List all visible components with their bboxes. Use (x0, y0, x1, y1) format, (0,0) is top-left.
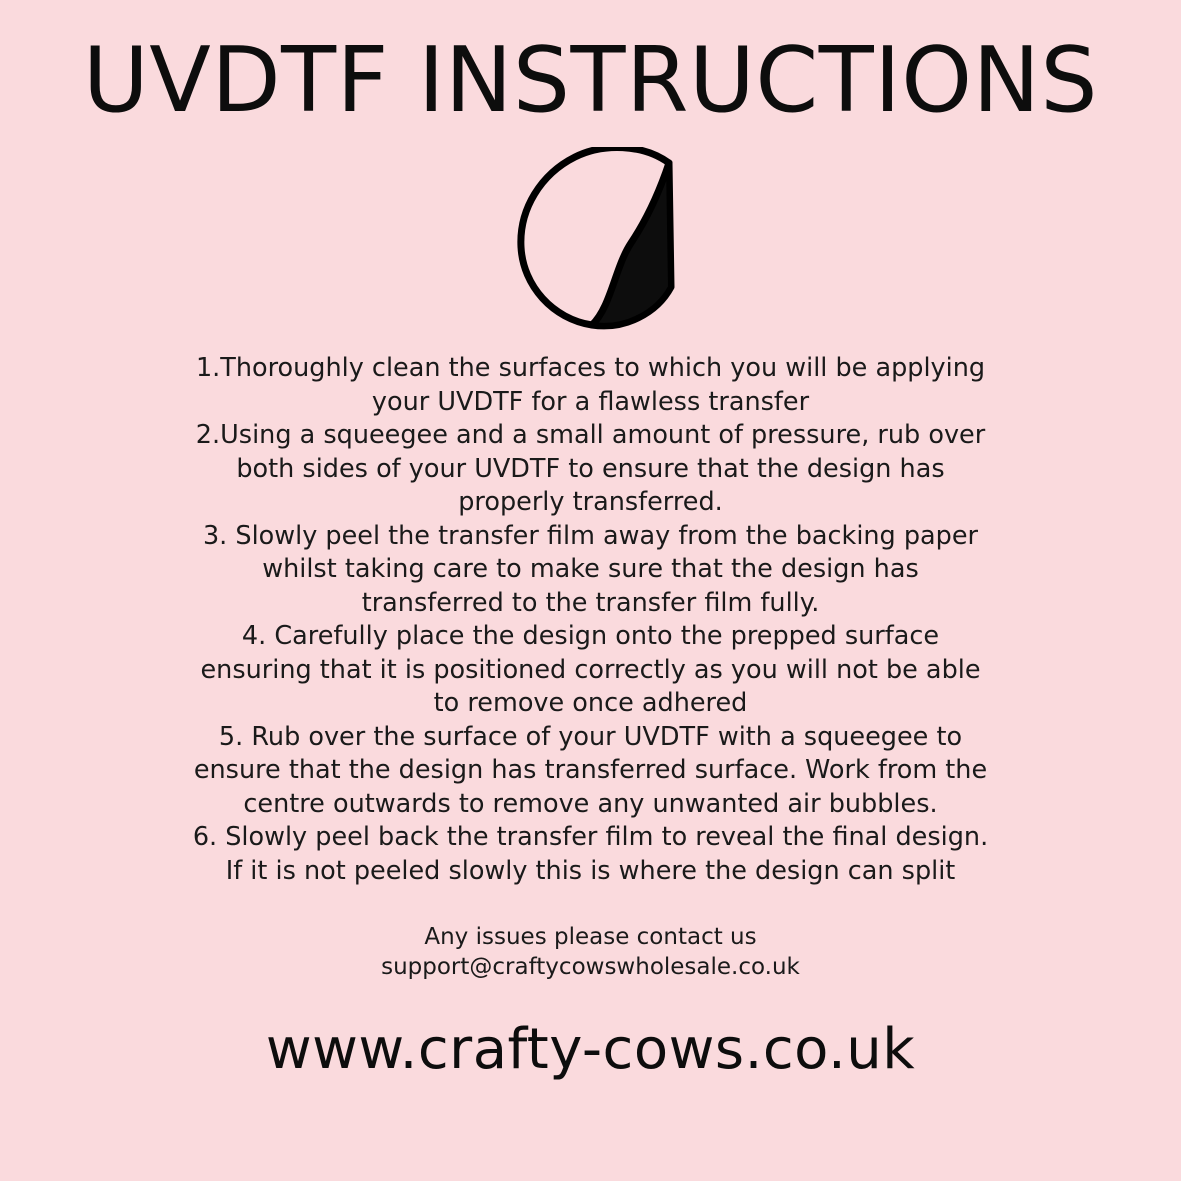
website-url: www.crafty-cows.co.uk (265, 1017, 916, 1082)
step-item: 2.Using a squeegee and a small amount of pressure, rub over both sides of your UVDTF to ensure that the design has properly transferred. (195, 420, 986, 517)
step-item: 3. Slowly peel the transfer film away from the backing paper whilst taking care to make sure that the design has transferred to the transfer film fully. (202, 520, 979, 618)
step-item: 6. Slowly peel back the transfer film to reveal the final design. If it is not peeled slowly this is where the design can split (192, 822, 989, 886)
steps-list (191, 352, 991, 888)
step-item: 1.Thoroughly clean the surfaces to which you will be applying your UVDTF for a flawless transfer (195, 353, 986, 417)
contact-email: support@craftycowswholesale.co.uk (381, 954, 800, 980)
step-item: 4. Carefully place the design onto the prepped surface ensuring that it is positioned correctly as you will not be able to remove once adhered (200, 621, 981, 718)
contact-block (191, 922, 991, 982)
step-item: 5. Rub over the surface of your UVDTF with a squeegee to ensure that the design has transferred surface. Work from the centre outwards to remove any unwanted air bubbles. (193, 721, 988, 819)
contact-line: Any issues please contact us (424, 924, 757, 950)
peeling-sticker-icon (486, 144, 696, 334)
page-title: UVDTF INSTRUCTIONS (82, 28, 1099, 133)
